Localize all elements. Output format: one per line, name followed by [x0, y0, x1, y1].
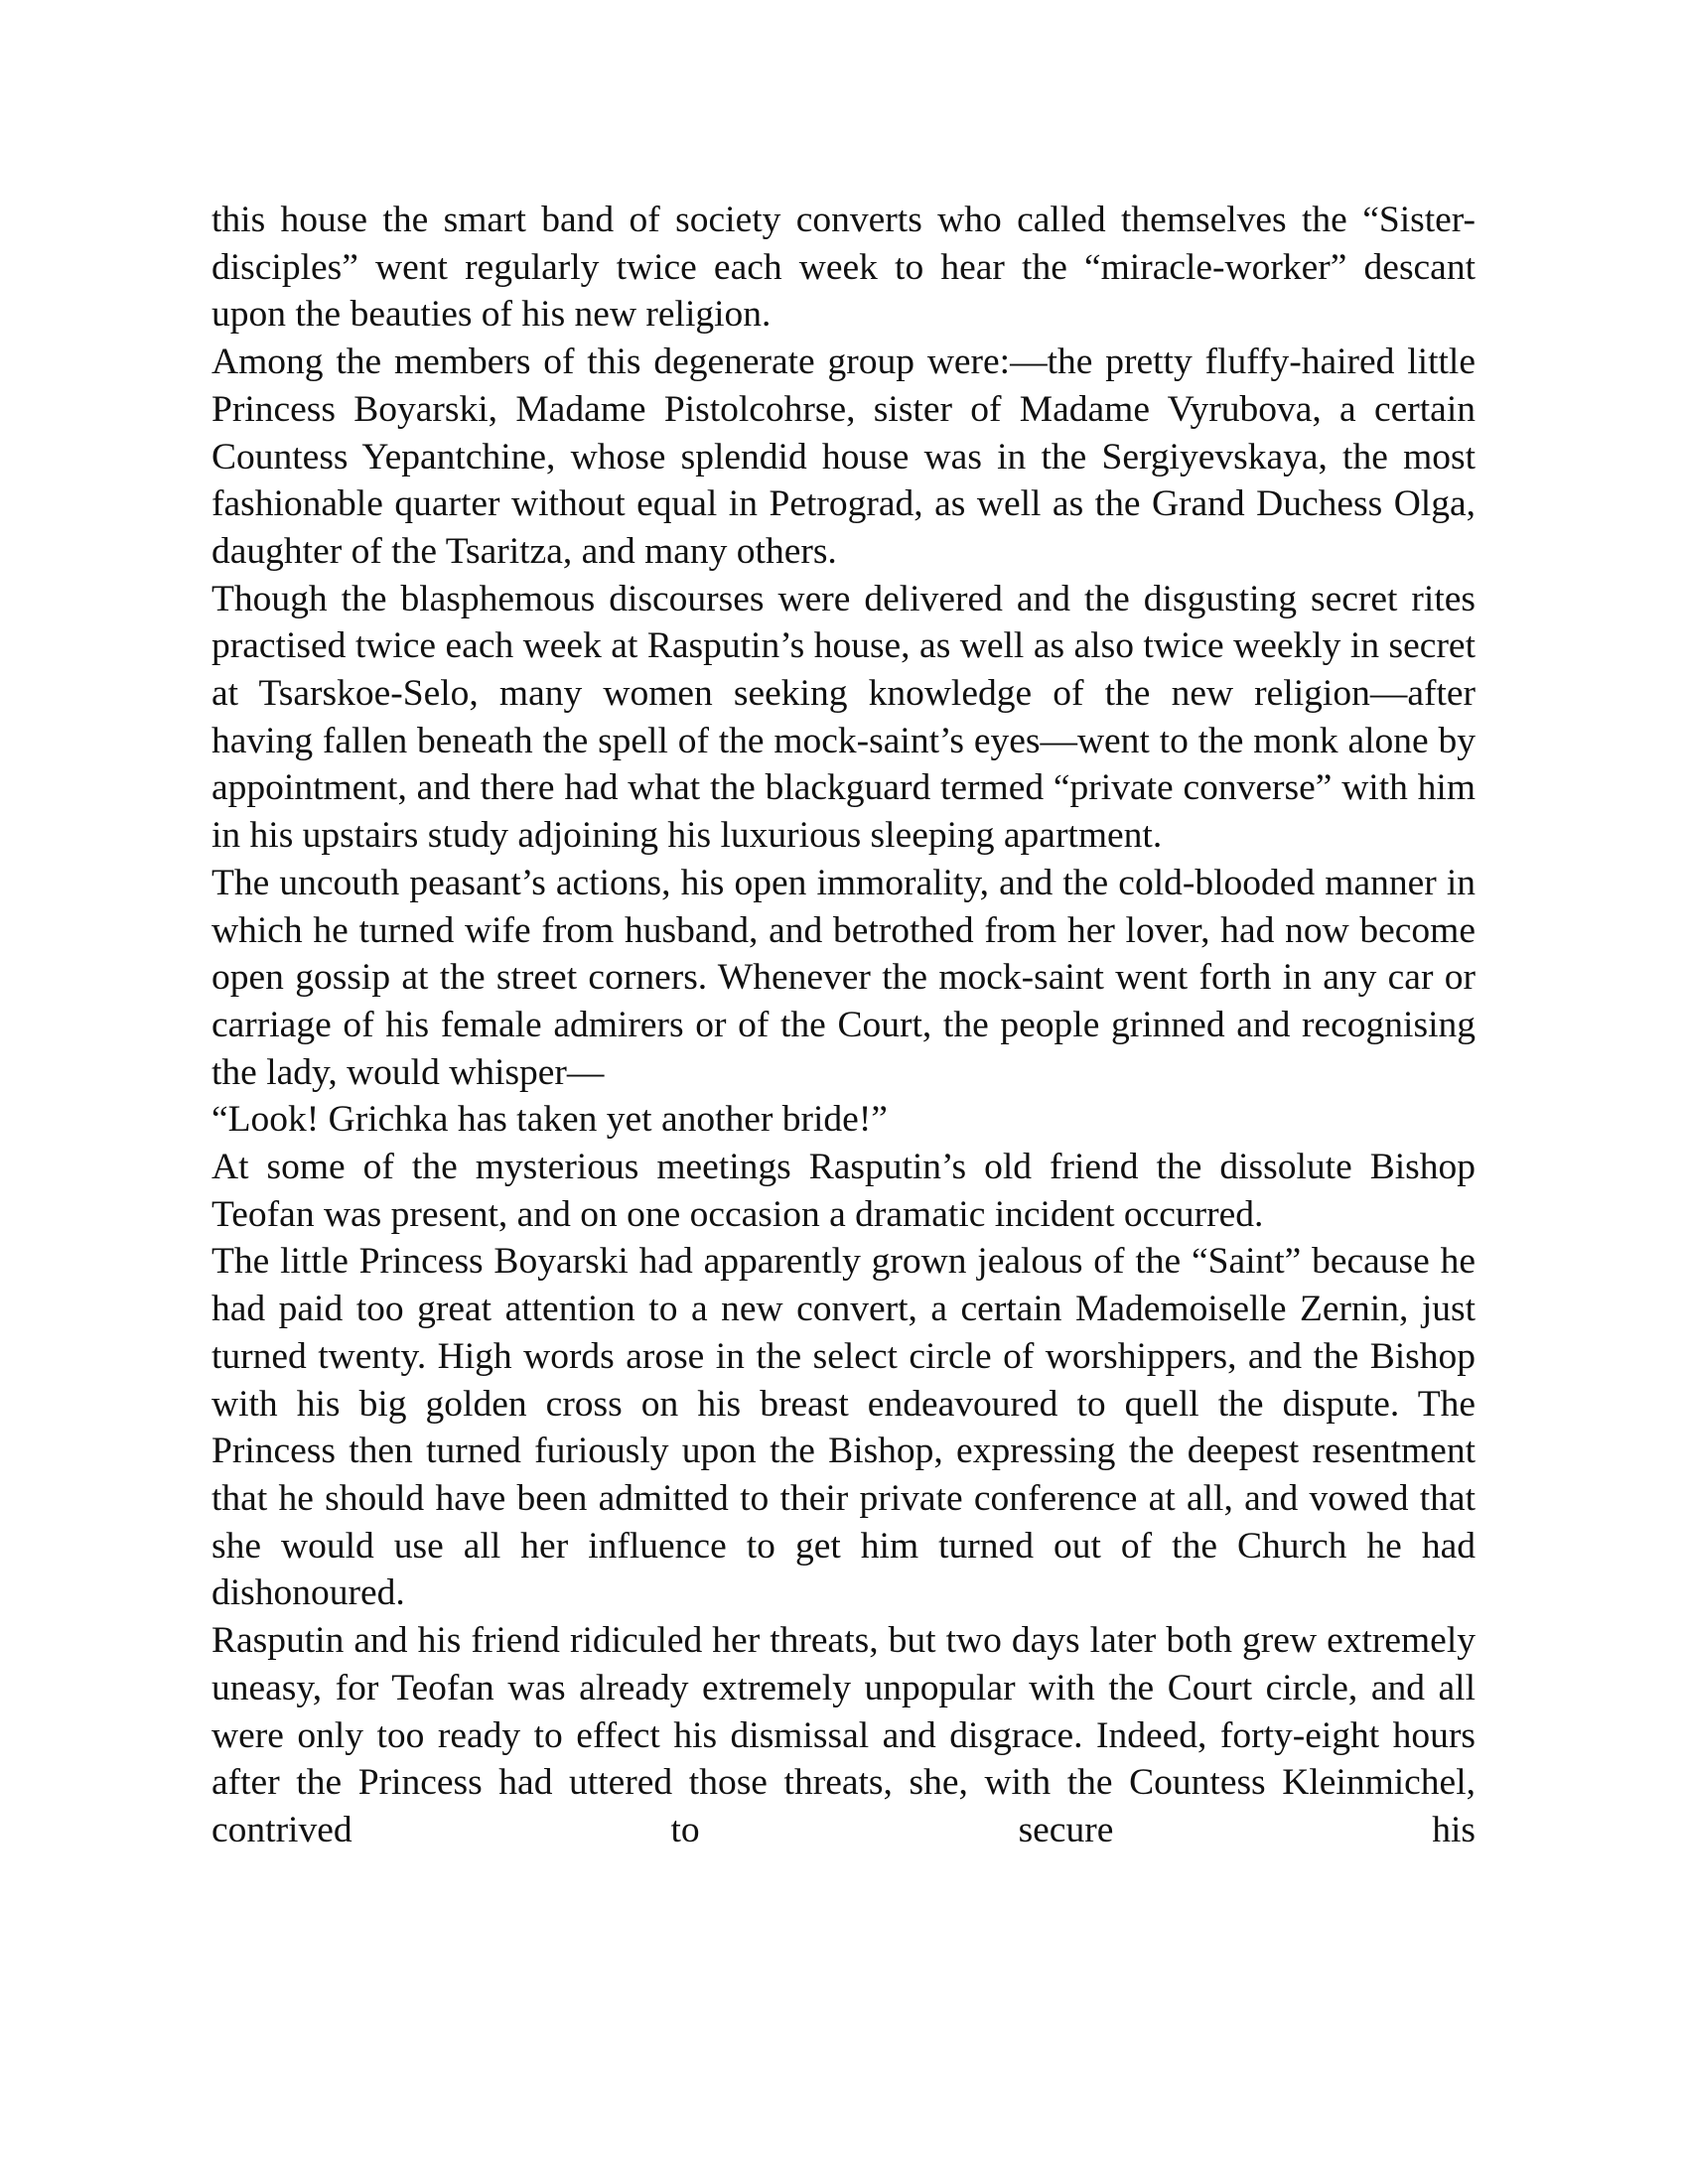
paragraph-group-members: Among the members of this degenerate group were:—the pretty fluffy-haired little Princess Boyarski, Madame Pistolcohrse, sister of Madame Vyrubova, a certain Countess Yepantchine, whose splendid house was in the Sergiyevskaya, the most fashionable quarter without equal in Petrograd, as well as the Grand Duchess Olga, daughter of the Tsaritza, and many others.: [211, 341, 1476, 572]
paragraph-house-meetings: this house the smart band of society converts who called themselves the “Sister-disciples” went regularly twice each week to hear the “miracle-worker” descant upon the beauties of his new religion.: [211, 200, 1476, 336]
paragraph-public-gossip: The uncouth peasant’s actions, his open immorality, and the cold-blooded manner in which he turned wife from husband, and betrothed from her lover, had now become open gossip at the street corners. Whenever the mock-saint went forth in any car or carriage of his female admirers or of the Court, the people grinned and recognising the lady, would whisper—: [211, 862, 1476, 1093]
paragraph-secret-rites: Though the blasphemous discourses were delivered and the disgusting secret rites practised twice each week at Rasputin’s house, as well as also twice weekly in secret at Tsarskoe-Selo, many women seeking knowledge of the new religion—after having fallen beneath the spell of the mock-saint’s eyes—went to the monk alone by appointment, and there had what the blackguard termed “private converse” with him in his upstairs study adjoining his luxurious sleeping apartment.: [211, 578, 1476, 857]
paragraph-threats: Rasputin and his friend ridiculed her threats, but two days later both grew extremely uneasy, for Teofan was already extremely unpopular with the Court circle, and all were only too ready to effect his dismissal and disgrace. Indeed, forty-eight hours after the Princess had uttered those threats, she, with the Countess Kleinmichel, contrived to secure his: [211, 1620, 1476, 1850]
page-body: [211, 197, 1476, 1854]
paragraph-princess-jealousy: The little Princess Boyarski had apparently grown jealous of the “Saint” because he had paid too great attention to a new convert, a certain Mademoiselle Zernin, just turned twenty. High words arose in the select circle of worshippers, and the Bishop with his big golden cross on his breast endeavoured to quell the dispute. The Princess then turned furiously upon the Bishop, expressing the deepest resentment that he should have been admitted to their private conference at all, and vowed that she would use all her influence to get him turned out of the Church he had dishonoured.: [211, 1241, 1476, 1614]
paragraph-quote-bride: “Look! Grichka has taken yet another bride!”: [211, 1099, 888, 1141]
paragraph-bishop-teofan: At some of the mysterious meetings Rasputin’s old friend the dissolute Bishop Teofan was present, and on one occasion a dramatic incident occurred.: [211, 1147, 1476, 1235]
